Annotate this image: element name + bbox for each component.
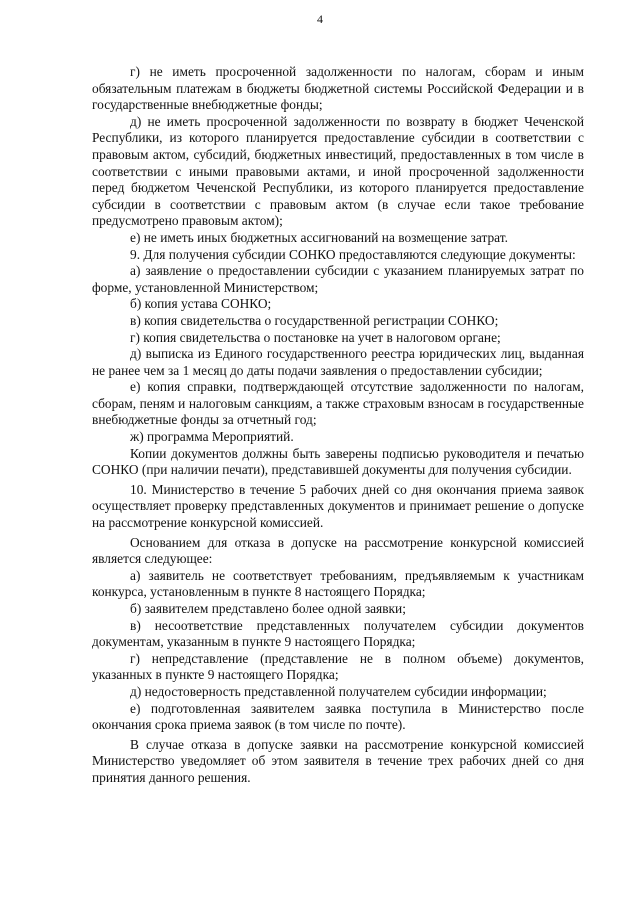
- paragraph-clause-9: 9. Для получения субсидии СОНКО предоставляются следующие документы:: [130, 246, 576, 262]
- paragraph-copies-certified: Копии документов должны быть заверены подписью руководителя и печатью СОНКО (при наличии печати), представившей документы для получения субсидии.: [92, 445, 584, 478]
- paragraph-clause-10: 10. Министерство в течение 5 рабочих дней со дня окончания приема заявок осуществляет проверку представленных документов и принимает решение о допуске на рассмотрение конкурсной комиссией.: [92, 481, 584, 531]
- list-item-doc-zh: ж) программа Мероприятий.: [130, 429, 294, 445]
- page-number: 4: [317, 12, 323, 26]
- document-body: [92, 64, 584, 787]
- list-item-doc-g: г) копия свидетельства о постановке на учет в налоговом органе;: [130, 329, 501, 345]
- list-item-doc-a: а) заявление о предоставлении субсидии с указанием планируемых затрат по форме, установленной Министерством;: [92, 263, 584, 295]
- paragraph-debt-budget: д) не иметь просроченной задолженности по возврату в бюджет Чеченской Республики, из которого планируется предоставление субсидии в соответствии с правовым актом, субсидий, бюджетных инвестиций, предоставленных в том числе в соответствии с иными правовыми актами, и иной просроченной задолженности перед бюджетом Чеченской Республики, из которого планируется предоставление субсидии в соответствии с правовым актом (в случае если такое требование предусмотрено правовым актом);: [92, 113, 584, 229]
- list-item-doc-e: е) копия справки, подтверждающей отсутствие задолженности по налогам, сборам, пеням и налоговым санкциям, а также страховым взносам в государственные внебюджетные фонды за отчетный год;: [92, 379, 584, 428]
- list-item-refusal-e: е) подготовленная заявителем заявка поступила в Министерство после окончания срока приема заявок (в том числе по почте).: [92, 700, 584, 733]
- list-item-refusal-v: в) несоответствие представленных получателем субсидии документов документам, указанным в пункте 9 настоящего Порядка;: [92, 617, 584, 650]
- list-item-refusal-b: б) заявителем представлено более одной заявки;: [130, 601, 406, 616]
- list-item-refusal-d: д) недостоверность представленной получателем субсидии информации;: [130, 683, 547, 699]
- paragraph-debt-taxes: г) не иметь просроченной задолженности по налогам, сборам и иным обязательным платежам в бюджеты бюджетной системы Российской Федерации и в государственные внебюджетные фонды;: [92, 64, 584, 113]
- list-item-doc-d: д) выписка из Единого государственного реестра юридических лиц, выданная не ранее чем за 1 месяц до даты подачи заявления о предоставлении субсидии;: [92, 346, 584, 378]
- list-item-refusal-a: а) заявитель не соответствует требованиям, предъявляемым к участникам конкурса, установленным в пункте 8 настоящего Порядка;: [92, 567, 584, 600]
- list-item-doc-b: б) копия устава СОНКО;: [130, 296, 272, 312]
- list-item-refusal-g: г) непредставление (представление не в полном объеме) документов, указанных в пункте 9 настоящего Порядка;: [92, 650, 584, 683]
- paragraph-refusal-grounds: Основанием для отказа в допуске на рассмотрение конкурсной комиссией является следующее:: [92, 534, 584, 567]
- paragraph-refusal-notice: В случае отказа в допуске заявки на рассмотрение конкурсной комиссией Министерство уведомляет об этом заявителя в течение трех рабочих дней со дня принятия данного решения.: [92, 736, 584, 785]
- list-item-doc-v: в) копия свидетельства о государственной регистрации СОНКО;: [130, 312, 499, 328]
- paragraph-no-other-allocations: е) не иметь иных бюджетных ассигнований на возмещение затрат.: [130, 229, 508, 245]
